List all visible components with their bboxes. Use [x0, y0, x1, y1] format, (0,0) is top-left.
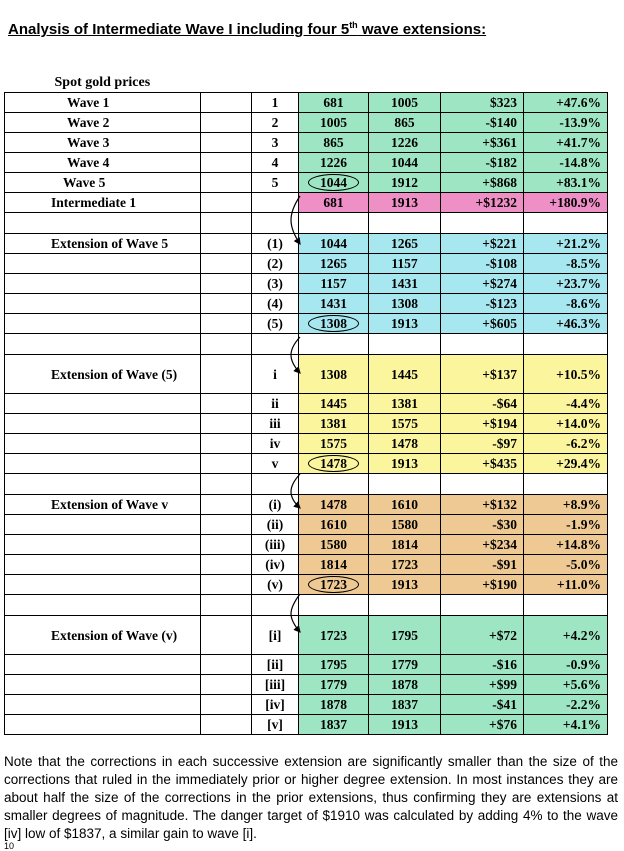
end-price: 865 — [369, 113, 441, 133]
price-change: +$435 — [441, 454, 524, 474]
start-price: 1265 — [299, 254, 369, 274]
price-change: +$194 — [441, 414, 524, 434]
heading-text-end: wave extensions: — [357, 21, 487, 38]
end-price: 1308 — [369, 294, 441, 314]
total-row — [5, 193, 608, 213]
wave-number: (v) — [252, 575, 299, 595]
price-change: -$91 — [441, 555, 524, 575]
percent-change: +14.8% — [524, 535, 608, 555]
end-price: 1912 — [369, 173, 441, 193]
start-price: 1005 — [299, 113, 369, 133]
price-change: +$361 — [441, 133, 524, 153]
start-price: 1575 — [299, 434, 369, 454]
total-start-price: 681 — [299, 193, 369, 213]
percent-change: +8.9% — [524, 495, 608, 515]
start-price: 1723 — [299, 616, 369, 655]
end-price: 1431 — [369, 274, 441, 294]
blank-row — [5, 334, 608, 355]
table-row — [5, 655, 608, 675]
table-row — [5, 715, 608, 735]
end-price: 1478 — [369, 434, 441, 454]
percent-change: -13.9% — [524, 113, 608, 133]
percent-change: -6.2% — [524, 434, 608, 454]
table-row — [5, 414, 608, 434]
table-row — [5, 173, 608, 193]
end-price: 1837 — [369, 695, 441, 715]
price-change: -$182 — [441, 153, 524, 173]
start-price: 1431 — [299, 294, 369, 314]
table-row — [5, 515, 608, 535]
wave-number: (iii) — [252, 535, 299, 555]
wave-number: 1 — [252, 93, 299, 113]
table-row — [5, 575, 608, 595]
percent-change: +23.7% — [524, 274, 608, 294]
end-price: 1445 — [369, 355, 441, 394]
total-percent-change: +180.9% — [524, 193, 608, 213]
price-change: -$41 — [441, 695, 524, 715]
start-price: 1445 — [299, 394, 369, 414]
end-price: 1610 — [369, 495, 441, 515]
price-change: +$868 — [441, 173, 524, 193]
wave-number: 2 — [252, 113, 299, 133]
start-price-circled — [299, 454, 369, 474]
start-price: 1580 — [299, 535, 369, 555]
end-price: 1913 — [369, 314, 441, 334]
table-row — [5, 153, 608, 173]
percent-change: +83.1% — [524, 173, 608, 193]
price-change: -$123 — [441, 294, 524, 314]
wave-analysis-table — [4, 74, 608, 735]
price-change: +$132 — [441, 495, 524, 515]
end-price: 1779 — [369, 655, 441, 675]
start-price: 1226 — [299, 153, 369, 173]
heading-superscript: th — [349, 20, 358, 30]
start-price: 865 — [299, 133, 369, 153]
start-price: 1308 — [299, 355, 369, 394]
blank-row — [5, 595, 608, 616]
percent-change: +10.5% — [524, 355, 608, 394]
wave-number: (i) — [252, 495, 299, 515]
start-price: 1779 — [299, 675, 369, 695]
table-row — [5, 234, 608, 254]
start-price: 1157 — [299, 274, 369, 294]
percent-change: +47.6% — [524, 93, 608, 113]
percent-change: +11.0% — [524, 575, 608, 595]
percent-change: -4.4% — [524, 394, 608, 414]
start-price-circled — [299, 314, 369, 334]
percent-change: -14.8% — [524, 153, 608, 173]
wave-label: Wave 1 — [5, 93, 201, 113]
end-price: 1575 — [369, 414, 441, 434]
start-price: 1795 — [299, 655, 369, 675]
percent-change: -0.9% — [524, 655, 608, 675]
total-end-price: 1913 — [369, 193, 441, 213]
price-change: +$76 — [441, 715, 524, 735]
end-price: 1580 — [369, 515, 441, 535]
wave-label: Wave 2 — [5, 113, 201, 133]
wave-number: (iv) — [252, 555, 299, 575]
table-row — [5, 434, 608, 454]
percent-change: +4.2% — [524, 616, 608, 655]
wave-number: (5) — [252, 314, 299, 334]
wave-number: (4) — [252, 294, 299, 314]
start-price: 1837 — [299, 715, 369, 735]
end-price: 1265 — [369, 234, 441, 254]
start-price: 1044 — [299, 234, 369, 254]
explanatory-note: Note that the corrections in each successive extension are significantly smaller than the size of the corrections that ruled in the immediately prior or higher degree extension. In most instances they are about half the size of the corrections in the prior extensions, thus confirming they are extensions at smaller degrees of magnitude. The danger target of $1910 was calculated by adding 4% to the wave [iv] low of $1837, a similar gain to wave [i]. — [4, 754, 618, 841]
start-price-circled — [299, 173, 369, 193]
start-price: 681 — [299, 93, 369, 113]
end-price: 1913 — [369, 454, 441, 474]
page-number: 10 — [4, 841, 15, 851]
end-price: 1226 — [369, 133, 441, 153]
end-price: 1157 — [369, 254, 441, 274]
blank-row — [5, 213, 608, 234]
price-change: +$72 — [441, 616, 524, 655]
page-heading — [8, 20, 486, 38]
circled-price: 1723 — [308, 576, 359, 593]
wave-number: (3) — [252, 274, 299, 294]
start-price: 1610 — [299, 515, 369, 535]
table-row — [5, 535, 608, 555]
price-change: -$16 — [441, 655, 524, 675]
percent-change: +21.2% — [524, 234, 608, 254]
wave-number: [v] — [252, 715, 299, 735]
price-change: -$108 — [441, 254, 524, 274]
wave-number: iii — [252, 414, 299, 434]
start-price: 1878 — [299, 695, 369, 715]
wave-number: [iv] — [252, 695, 299, 715]
total-price-change: +$1232 — [441, 193, 524, 213]
percent-change: -8.6% — [524, 294, 608, 314]
percent-change: +41.7% — [524, 133, 608, 153]
wave-number: 4 — [252, 153, 299, 173]
table-row — [5, 254, 608, 274]
wave-number: [i] — [252, 616, 299, 655]
circled-price: 1308 — [308, 315, 359, 332]
table-row — [5, 355, 608, 394]
table-row — [5, 394, 608, 414]
wave-number: (1) — [252, 234, 299, 254]
start-price: 1478 — [299, 495, 369, 515]
percent-change: +14.0% — [524, 414, 608, 434]
table-row — [5, 616, 608, 655]
section-label: Extension of Wave (5) — [5, 355, 201, 394]
percent-change: -2.2% — [524, 695, 608, 715]
wave-number: 3 — [252, 133, 299, 153]
blank-row — [5, 474, 608, 495]
percent-change: +5.6% — [524, 675, 608, 695]
percent-change: +29.4% — [524, 454, 608, 474]
percent-change: -1.9% — [524, 515, 608, 535]
table-row — [5, 454, 608, 474]
section-label: Extension of Wave 5 — [5, 234, 201, 254]
price-change: +$99 — [441, 675, 524, 695]
table-caption: Spot gold prices — [54, 75, 151, 90]
wave-number: [iii] — [252, 675, 299, 695]
table-row — [5, 294, 608, 314]
price-change: -$30 — [441, 515, 524, 535]
price-change: -$140 — [441, 113, 524, 133]
price-change: $323 — [441, 93, 524, 113]
start-price-circled — [299, 575, 369, 595]
wave-number: (ii) — [252, 515, 299, 535]
table-row — [5, 495, 608, 515]
wave-number: [ii] — [252, 655, 299, 675]
table-row — [5, 675, 608, 695]
heading-text: Analysis of Intermediate Wave I including four 5 — [8, 21, 350, 38]
table-row — [5, 133, 608, 153]
table-row — [5, 274, 608, 294]
price-change: -$97 — [441, 434, 524, 454]
end-price: 1723 — [369, 555, 441, 575]
price-change: -$64 — [441, 394, 524, 414]
wave-number: (2) — [252, 254, 299, 274]
start-price: 1381 — [299, 414, 369, 434]
wave-label: Wave 3 — [5, 133, 201, 153]
wave-label: Wave 5 — [5, 173, 201, 193]
section-label: Extension of Wave v — [5, 495, 201, 515]
total-label: Intermediate 1 — [5, 193, 201, 213]
wave-number: 5 — [252, 173, 299, 193]
price-change: +$605 — [441, 314, 524, 334]
table-caption-row — [5, 74, 608, 93]
percent-change: +4.1% — [524, 715, 608, 735]
wave-number: ii — [252, 394, 299, 414]
price-change: +$234 — [441, 535, 524, 555]
table-row — [5, 93, 608, 113]
circled-price: 1044 — [308, 174, 359, 191]
end-price: 1878 — [369, 675, 441, 695]
wave-number: iv — [252, 434, 299, 454]
price-change: +$221 — [441, 234, 524, 254]
table-row — [5, 314, 608, 334]
percent-change: +46.3% — [524, 314, 608, 334]
table-row — [5, 113, 608, 133]
section-label: Extension of Wave (v) — [5, 616, 201, 655]
price-change: +$190 — [441, 575, 524, 595]
wave-number: i — [252, 355, 299, 394]
price-change: +$137 — [441, 355, 524, 394]
wave-label: Wave 4 — [5, 153, 201, 173]
price-change: +$274 — [441, 274, 524, 294]
table-row — [5, 555, 608, 575]
percent-change: -5.0% — [524, 555, 608, 575]
end-price: 1913 — [369, 715, 441, 735]
end-price: 1044 — [369, 153, 441, 173]
table-row — [5, 695, 608, 715]
start-price: 1814 — [299, 555, 369, 575]
end-price: 1814 — [369, 535, 441, 555]
circled-price: 1478 — [308, 455, 359, 472]
wave-number: v — [252, 454, 299, 474]
end-price: 1005 — [369, 93, 441, 113]
end-price: 1381 — [369, 394, 441, 414]
percent-change: -8.5% — [524, 254, 608, 274]
end-price: 1795 — [369, 616, 441, 655]
end-price: 1913 — [369, 575, 441, 595]
